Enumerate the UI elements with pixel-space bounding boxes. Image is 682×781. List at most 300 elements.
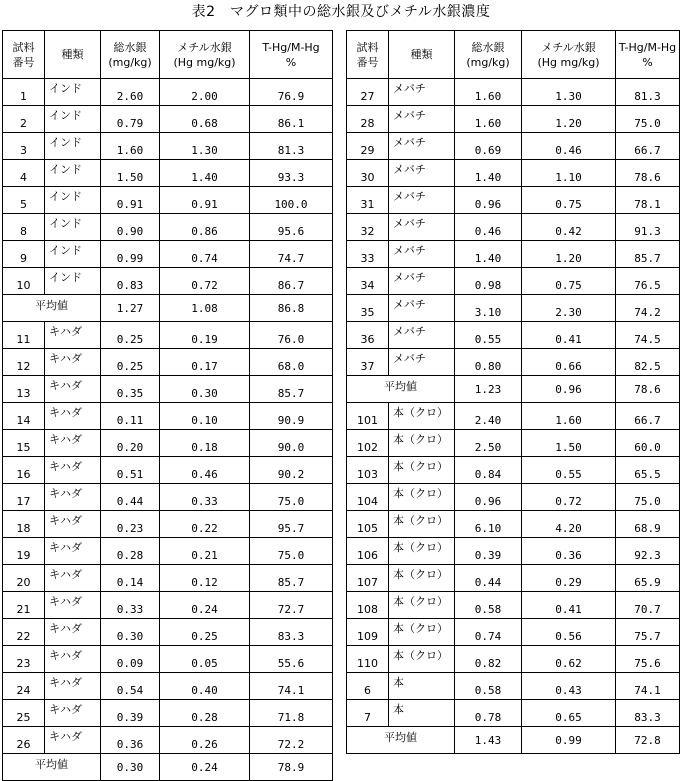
total-mercury-cell: 0.28 (101, 538, 160, 565)
sample-no-cell: 13 (3, 376, 45, 403)
header-kind: 種類 (389, 31, 455, 79)
sample-no-cell: 15 (3, 430, 45, 457)
table-row (347, 295, 680, 322)
total-mercury-cell: 1.60 (101, 133, 160, 160)
methyl-mercury-cell: 0.05 (160, 646, 250, 673)
methyl-mercury-cell: 2.00 (160, 79, 250, 106)
methyl-mercury-cell: 1.50 (522, 430, 616, 457)
total-mercury-cell: 1.50 (101, 160, 160, 187)
table-row (347, 160, 680, 187)
ratio-cell: 75.0 (250, 538, 333, 565)
ratio-cell: 74.1 (250, 673, 333, 700)
table-row (3, 214, 333, 241)
ratio-cell: 68.0 (250, 349, 333, 376)
total-mercury-cell: 0.96 (455, 484, 522, 511)
total-mercury-cell: 0.39 (455, 538, 522, 565)
kind-cell: 本（クロ） (389, 619, 455, 646)
methyl-mercury-cell: 0.91 (160, 187, 250, 214)
ratio-cell: 86.8 (250, 295, 333, 322)
total-mercury-cell: 0.20 (101, 430, 160, 457)
methyl-mercury-cell: 0.46 (522, 133, 616, 160)
table-row (3, 160, 333, 187)
table-row (3, 592, 333, 619)
ratio-cell: 92.3 (616, 538, 680, 565)
header-methyl-mercury: メチル水銀 (Hg mg/kg) (522, 31, 616, 79)
average-label: 平均値 (347, 376, 455, 403)
table-row (3, 484, 333, 511)
methyl-mercury-cell: 0.75 (522, 187, 616, 214)
methyl-mercury-cell: 0.17 (160, 349, 250, 376)
kind-cell: キハダ (45, 403, 101, 430)
header-ratio: T-Hg/M-Hg % (250, 31, 333, 79)
total-mercury-cell: 0.55 (455, 322, 522, 349)
header-methyl-mercury: メチル水銀 (Hg mg/kg) (160, 31, 250, 79)
sample-no-cell: 110 (347, 646, 389, 673)
methyl-mercury-cell: 1.20 (522, 241, 616, 268)
table-row (3, 106, 333, 133)
table-row (347, 538, 680, 565)
total-mercury-cell: 3.10 (455, 295, 522, 322)
ratio-cell: 76.0 (250, 322, 333, 349)
ratio-cell: 81.3 (250, 133, 333, 160)
methyl-mercury-cell: 1.20 (522, 106, 616, 133)
total-mercury-cell: 0.58 (455, 592, 522, 619)
ratio-cell: 74.1 (616, 673, 680, 700)
total-mercury-cell: 1.40 (455, 241, 522, 268)
kind-cell: インド (45, 214, 101, 241)
table-row (347, 484, 680, 511)
header-sample-no: 試料 番号 (3, 31, 45, 79)
kind-cell: メバチ (389, 295, 455, 322)
total-mercury-cell: 0.30 (101, 619, 160, 646)
methyl-mercury-cell: 1.30 (522, 79, 616, 106)
kind-cell: インド (45, 160, 101, 187)
table-row (3, 376, 333, 403)
methyl-mercury-cell: 0.99 (522, 727, 616, 754)
methyl-mercury-cell: 0.41 (522, 322, 616, 349)
ratio-cell: 78.9 (250, 754, 333, 781)
average-label: 平均値 (3, 754, 101, 781)
sample-no-cell: 3 (3, 133, 45, 160)
methyl-mercury-cell: 1.30 (160, 133, 250, 160)
sample-no-cell: 20 (3, 565, 45, 592)
total-mercury-cell: 0.54 (101, 673, 160, 700)
header-total-mercury: 総水銀 (mg/kg) (101, 31, 160, 79)
ratio-cell: 75.6 (616, 646, 680, 673)
table-row (347, 322, 680, 349)
total-mercury-cell: 0.39 (101, 700, 160, 727)
table-row (3, 538, 333, 565)
header-kind: 種類 (45, 31, 101, 79)
kind-cell: キハダ (45, 565, 101, 592)
methyl-mercury-cell: 0.36 (522, 538, 616, 565)
table-row (347, 673, 680, 700)
ratio-cell: 75.7 (616, 619, 680, 646)
sample-no-cell: 29 (347, 133, 389, 160)
total-mercury-cell: 0.84 (455, 457, 522, 484)
table-row (347, 646, 680, 673)
ratio-cell: 55.6 (250, 646, 333, 673)
total-mercury-cell: 0.44 (455, 565, 522, 592)
table-row (347, 79, 680, 106)
ratio-cell: 74.5 (616, 322, 680, 349)
table-row (3, 700, 333, 727)
kind-cell: メバチ (389, 349, 455, 376)
ratio-cell: 100.0 (250, 187, 333, 214)
methyl-mercury-cell: 1.10 (522, 160, 616, 187)
ratio-cell: 86.7 (250, 268, 333, 295)
sample-no-cell: 34 (347, 268, 389, 295)
methyl-mercury-cell: 0.19 (160, 322, 250, 349)
kind-cell: インド (45, 187, 101, 214)
ratio-cell: 78.1 (616, 187, 680, 214)
sample-no-cell: 103 (347, 457, 389, 484)
kind-cell: メバチ (389, 160, 455, 187)
total-mercury-cell: 0.25 (101, 349, 160, 376)
sample-no-cell: 19 (3, 538, 45, 565)
table-row (347, 187, 680, 214)
ratio-cell: 90.9 (250, 403, 333, 430)
ratio-cell: 72.2 (250, 727, 333, 754)
total-mercury-cell: 0.23 (101, 511, 160, 538)
methyl-mercury-cell: 1.08 (160, 295, 250, 322)
sample-no-cell: 106 (347, 538, 389, 565)
kind-cell: メバチ (389, 187, 455, 214)
average-label: 平均値 (347, 727, 455, 754)
ratio-cell: 66.7 (616, 133, 680, 160)
methyl-mercury-cell: 2.30 (522, 295, 616, 322)
sample-no-cell: 104 (347, 484, 389, 511)
table-row (347, 241, 680, 268)
total-mercury-cell: 0.36 (101, 727, 160, 754)
kind-cell: キハダ (45, 700, 101, 727)
table-row (347, 457, 680, 484)
methyl-mercury-cell: 0.18 (160, 430, 250, 457)
table-row (3, 511, 333, 538)
table-row (347, 133, 680, 160)
ratio-cell: 75.0 (250, 484, 333, 511)
kind-cell: キハダ (45, 538, 101, 565)
kind-cell: メバチ (389, 268, 455, 295)
average-label: 平均値 (3, 295, 101, 322)
ratio-cell: 75.0 (616, 106, 680, 133)
kind-cell: メバチ (389, 322, 455, 349)
methyl-mercury-cell: 0.28 (160, 700, 250, 727)
sample-no-cell: 21 (3, 592, 45, 619)
methyl-mercury-cell: 0.75 (522, 268, 616, 295)
table-row (347, 403, 680, 430)
sample-no-cell: 105 (347, 511, 389, 538)
kind-cell: インド (45, 79, 101, 106)
table-row (3, 268, 333, 295)
ratio-cell: 76.5 (616, 268, 680, 295)
total-mercury-cell: 0.80 (455, 349, 522, 376)
kind-cell: インド (45, 241, 101, 268)
kind-cell: キハダ (45, 619, 101, 646)
left-table (2, 30, 333, 781)
header-sample-no: 試料 番号 (347, 31, 389, 79)
ratio-cell: 83.3 (616, 700, 680, 727)
sample-no-cell: 16 (3, 457, 45, 484)
sample-no-cell: 18 (3, 511, 45, 538)
kind-cell: 本（クロ） (389, 484, 455, 511)
table-row (347, 430, 680, 457)
table-title: 表2 マグロ類中の総水銀及びメチル水銀濃度 (191, 4, 491, 20)
table-row (3, 349, 333, 376)
right-table (346, 30, 680, 754)
sample-no-cell: 28 (347, 106, 389, 133)
total-mercury-cell: 1.60 (455, 79, 522, 106)
total-mercury-cell: 0.96 (455, 187, 522, 214)
total-mercury-cell: 0.79 (101, 106, 160, 133)
methyl-mercury-cell: 0.96 (522, 376, 616, 403)
methyl-mercury-cell: 0.24 (160, 592, 250, 619)
sample-no-cell: 4 (3, 160, 45, 187)
table-row (3, 619, 333, 646)
methyl-mercury-cell: 0.41 (522, 592, 616, 619)
table-row (347, 565, 680, 592)
header-ratio: T-Hg/M-Hg % (616, 31, 680, 79)
kind-cell: キハダ (45, 430, 101, 457)
kind-cell: インド (45, 106, 101, 133)
kind-cell: キハダ (45, 322, 101, 349)
methyl-mercury-cell: 0.72 (160, 268, 250, 295)
ratio-cell: 82.5 (616, 349, 680, 376)
sample-no-cell: 10 (3, 268, 45, 295)
table-row (3, 79, 333, 106)
methyl-mercury-cell: 0.43 (522, 673, 616, 700)
total-mercury-cell: 0.83 (101, 268, 160, 295)
methyl-mercury-cell: 0.65 (522, 700, 616, 727)
sample-no-cell: 23 (3, 646, 45, 673)
total-mercury-cell: 0.25 (101, 322, 160, 349)
total-mercury-cell: 1.40 (455, 160, 522, 187)
sample-no-cell: 32 (347, 214, 389, 241)
sample-no-cell: 109 (347, 619, 389, 646)
ratio-cell: 65.5 (616, 457, 680, 484)
methyl-mercury-cell: 0.66 (522, 349, 616, 376)
average-row (347, 727, 680, 754)
sample-no-cell: 36 (347, 322, 389, 349)
ratio-cell: 90.2 (250, 457, 333, 484)
kind-cell: キハダ (45, 376, 101, 403)
table-row (3, 241, 333, 268)
methyl-mercury-cell: 0.72 (522, 484, 616, 511)
sample-no-cell: 35 (347, 295, 389, 322)
kind-cell: 本（クロ） (389, 592, 455, 619)
total-mercury-cell: 0.11 (101, 403, 160, 430)
ratio-cell: 78.6 (616, 376, 680, 403)
table-row (347, 592, 680, 619)
sample-no-cell: 11 (3, 322, 45, 349)
table-row (347, 511, 680, 538)
header-total-mercury: 総水銀 (mg/kg) (455, 31, 522, 79)
total-mercury-cell: 0.90 (101, 214, 160, 241)
methyl-mercury-cell: 0.74 (160, 241, 250, 268)
kind-cell: キハダ (45, 673, 101, 700)
total-mercury-cell: 0.78 (455, 700, 522, 727)
methyl-mercury-cell: 0.26 (160, 727, 250, 754)
table-row (3, 133, 333, 160)
sample-no-cell: 9 (3, 241, 45, 268)
methyl-mercury-cell: 0.12 (160, 565, 250, 592)
methyl-mercury-cell: 0.56 (522, 619, 616, 646)
total-mercury-cell: 0.98 (455, 268, 522, 295)
total-mercury-cell: 2.40 (455, 403, 522, 430)
table-row (347, 268, 680, 295)
sample-no-cell: 27 (347, 79, 389, 106)
ratio-cell: 60.0 (616, 430, 680, 457)
kind-cell: 本 (389, 673, 455, 700)
sample-no-cell: 5 (3, 187, 45, 214)
ratio-cell: 75.0 (616, 484, 680, 511)
total-mercury-cell: 2.50 (455, 430, 522, 457)
kind-cell: キハダ (45, 592, 101, 619)
kind-cell: メバチ (389, 214, 455, 241)
sample-no-cell: 24 (3, 673, 45, 700)
table-row (3, 565, 333, 592)
total-mercury-cell: 0.58 (455, 673, 522, 700)
methyl-mercury-cell: 0.40 (160, 673, 250, 700)
table-row (3, 673, 333, 700)
ratio-cell: 85.7 (250, 565, 333, 592)
methyl-mercury-cell: 1.40 (160, 160, 250, 187)
ratio-cell: 90.0 (250, 430, 333, 457)
ratio-cell: 86.1 (250, 106, 333, 133)
methyl-mercury-cell: 0.29 (522, 565, 616, 592)
methyl-mercury-cell: 0.62 (522, 646, 616, 673)
kind-cell: インド (45, 133, 101, 160)
table-row (347, 700, 680, 727)
table-row (3, 457, 333, 484)
table-row (3, 187, 333, 214)
sample-no-cell: 6 (347, 673, 389, 700)
total-mercury-cell: 0.82 (455, 646, 522, 673)
ratio-cell: 70.7 (616, 592, 680, 619)
sample-no-cell: 33 (347, 241, 389, 268)
total-mercury-cell: 1.23 (455, 376, 522, 403)
sample-no-cell: 102 (347, 430, 389, 457)
sample-no-cell: 26 (3, 727, 45, 754)
ratio-cell: 78.6 (616, 160, 680, 187)
table-row (3, 322, 333, 349)
total-mercury-cell: 1.60 (455, 106, 522, 133)
total-mercury-cell: 0.74 (455, 619, 522, 646)
sample-no-cell: 30 (347, 160, 389, 187)
sample-no-cell: 17 (3, 484, 45, 511)
kind-cell: 本 (389, 700, 455, 727)
sample-no-cell: 31 (347, 187, 389, 214)
ratio-cell: 72.7 (250, 592, 333, 619)
methyl-mercury-cell: 4.20 (522, 511, 616, 538)
sample-no-cell: 14 (3, 403, 45, 430)
methyl-mercury-cell: 0.42 (522, 214, 616, 241)
sample-no-cell: 107 (347, 565, 389, 592)
total-mercury-cell: 0.91 (101, 187, 160, 214)
methyl-mercury-cell: 0.22 (160, 511, 250, 538)
sample-no-cell: 1 (3, 79, 45, 106)
kind-cell: 本（クロ） (389, 430, 455, 457)
sample-no-cell: 37 (347, 349, 389, 376)
total-mercury-cell: 0.69 (455, 133, 522, 160)
average-row (347, 376, 680, 403)
kind-cell: 本（クロ） (389, 403, 455, 430)
ratio-cell: 85.7 (616, 241, 680, 268)
methyl-mercury-cell: 0.25 (160, 619, 250, 646)
ratio-cell: 81.3 (616, 79, 680, 106)
ratio-cell: 83.3 (250, 619, 333, 646)
methyl-mercury-cell: 0.30 (160, 376, 250, 403)
ratio-cell: 74.7 (250, 241, 333, 268)
methyl-mercury-cell: 0.33 (160, 484, 250, 511)
total-mercury-cell: 0.09 (101, 646, 160, 673)
kind-cell: メバチ (389, 106, 455, 133)
table-row (347, 214, 680, 241)
sample-no-cell: 12 (3, 349, 45, 376)
ratio-cell: 65.9 (616, 565, 680, 592)
table-row (3, 403, 333, 430)
sample-no-cell: 101 (347, 403, 389, 430)
table-row (347, 106, 680, 133)
total-mercury-cell: 0.51 (101, 457, 160, 484)
total-mercury-cell: 2.60 (101, 79, 160, 106)
sample-no-cell: 108 (347, 592, 389, 619)
ratio-cell: 91.3 (616, 214, 680, 241)
kind-cell: メバチ (389, 241, 455, 268)
total-mercury-cell: 0.14 (101, 565, 160, 592)
methyl-mercury-cell: 0.21 (160, 538, 250, 565)
total-mercury-cell: 0.35 (101, 376, 160, 403)
methyl-mercury-cell: 0.10 (160, 403, 250, 430)
kind-cell: キハダ (45, 484, 101, 511)
header-row (347, 31, 680, 79)
table-row (347, 349, 680, 376)
kind-cell: キハダ (45, 349, 101, 376)
total-mercury-cell: 0.30 (101, 754, 160, 781)
kind-cell: キハダ (45, 511, 101, 538)
kind-cell: メバチ (389, 79, 455, 106)
total-mercury-cell: 0.99 (101, 241, 160, 268)
table-row (3, 727, 333, 754)
ratio-cell: 95.6 (250, 214, 333, 241)
total-mercury-cell: 0.46 (455, 214, 522, 241)
total-mercury-cell: 0.44 (101, 484, 160, 511)
table-row (3, 646, 333, 673)
methyl-mercury-cell: 0.86 (160, 214, 250, 241)
kind-cell: 本（クロ） (389, 646, 455, 673)
kind-cell: 本（クロ） (389, 538, 455, 565)
kind-cell: 本（クロ） (389, 457, 455, 484)
kind-cell: メバチ (389, 133, 455, 160)
kind-cell: インド (45, 268, 101, 295)
ratio-cell: 85.7 (250, 376, 333, 403)
header-row (3, 31, 333, 79)
kind-cell: キハダ (45, 727, 101, 754)
ratio-cell: 68.9 (616, 511, 680, 538)
average-row (3, 295, 333, 322)
kind-cell: 本（クロ） (389, 511, 455, 538)
methyl-mercury-cell: 0.68 (160, 106, 250, 133)
ratio-cell: 66.7 (616, 403, 680, 430)
total-mercury-cell: 0.33 (101, 592, 160, 619)
methyl-mercury-cell: 1.60 (522, 403, 616, 430)
ratio-cell: 93.3 (250, 160, 333, 187)
sample-no-cell: 8 (3, 214, 45, 241)
kind-cell: キハダ (45, 646, 101, 673)
ratio-cell: 95.7 (250, 511, 333, 538)
table-row (347, 619, 680, 646)
ratio-cell: 72.8 (616, 727, 680, 754)
